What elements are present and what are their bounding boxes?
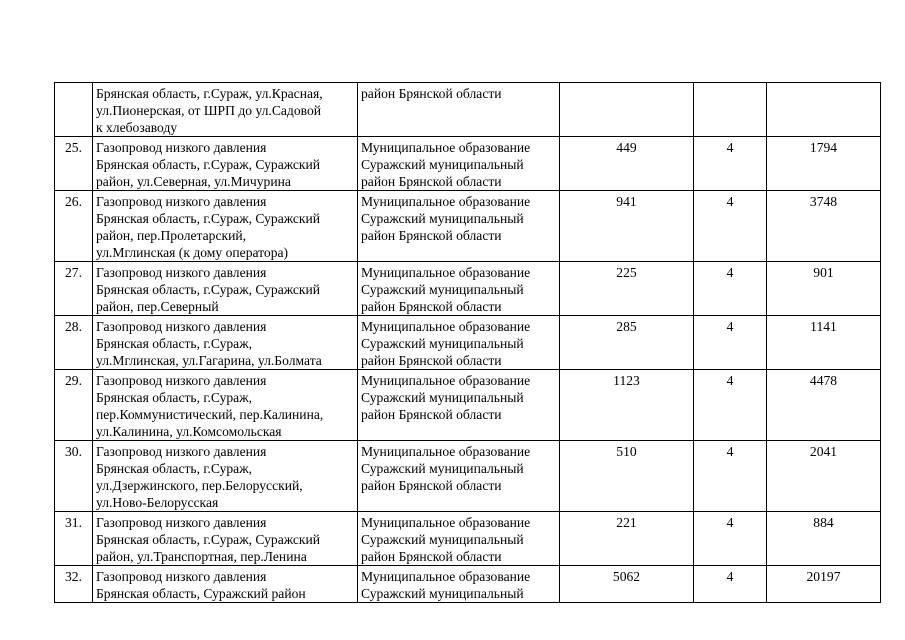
owner-line: Муниципальное образование <box>361 319 531 334</box>
length-cell: 1123 <box>560 370 694 441</box>
row-number-cell: 27. <box>55 262 93 316</box>
pipeline-description-cell <box>93 441 358 512</box>
description-line: к хлебозаводу <box>96 120 178 135</box>
period-cell: 4 <box>694 262 767 316</box>
description-line: ул.Дзержинского, пер.Белорусский, <box>96 478 303 493</box>
owner-line: Муниципальное образование <box>361 569 531 584</box>
owner-line: Суражский муниципальный <box>361 586 524 601</box>
row-number-cell: 30. <box>55 441 93 512</box>
owner-line: район Брянской области <box>361 174 502 189</box>
owner-line: район Брянской области <box>361 549 502 564</box>
owner-line: Муниципальное образование <box>361 194 531 209</box>
owner-line: Муниципальное образование <box>361 444 531 459</box>
owner-line: Суражский муниципальный <box>361 461 524 476</box>
table-row <box>55 262 881 316</box>
owner-line: Суражский муниципальный <box>361 282 524 297</box>
table-row <box>55 83 881 137</box>
row-number-cell: 29. <box>55 370 93 441</box>
pipeline-description-cell <box>93 137 358 191</box>
cost-cell: 901 <box>767 262 881 316</box>
table-row <box>55 566 881 603</box>
description-line: ул.Пионерская, от ШРП до ул.Садовой <box>96 103 322 118</box>
description-line: Брянская область, г.Сураж, Суражский <box>96 211 321 226</box>
owner-cell <box>358 566 560 603</box>
owner-line: район Брянской области <box>361 407 502 422</box>
owner-cell <box>358 191 560 262</box>
owner-line: район Брянской области <box>361 86 502 101</box>
row-number-cell: 28. <box>55 316 93 370</box>
table-row <box>55 512 881 566</box>
length-cell: 285 <box>560 316 694 370</box>
owner-line: район Брянской области <box>361 478 502 493</box>
length-cell: 225 <box>560 262 694 316</box>
period-cell: 4 <box>694 512 767 566</box>
owner-cell <box>358 370 560 441</box>
period-cell: 4 <box>694 370 767 441</box>
description-line: район, ул.Северная, ул.Мичурина <box>96 174 291 189</box>
pipeline-description-cell <box>93 370 358 441</box>
table-row <box>55 370 881 441</box>
description-line: Газопровод низкого давления <box>96 319 267 334</box>
pipeline-description-cell <box>93 316 358 370</box>
length-cell: 5062 <box>560 566 694 603</box>
period-cell: 4 <box>694 137 767 191</box>
description-line: Брянская область, г.Сураж, <box>96 461 252 476</box>
pipeline-description-cell <box>93 512 358 566</box>
table-row <box>55 316 881 370</box>
pipeline-description-cell <box>93 83 358 137</box>
owner-cell <box>358 83 560 137</box>
description-line: Брянская область, г.Сураж, Суражский <box>96 157 321 172</box>
table-body <box>55 83 881 603</box>
description-line: ул.Мглинская (к дому оператора) <box>96 245 289 260</box>
description-line: Брянская область, г.Сураж, <box>96 390 252 405</box>
description-line: Газопровод низкого давления <box>96 515 267 530</box>
cost-cell: 1141 <box>767 316 881 370</box>
owner-line: Муниципальное образование <box>361 140 531 155</box>
cost-cell: 3748 <box>767 191 881 262</box>
pipeline-description-cell <box>93 262 358 316</box>
cost-cell: 4478 <box>767 370 881 441</box>
description-line: Брянская область, г.Сураж, Суражский <box>96 282 321 297</box>
owner-line: район Брянской области <box>361 353 502 368</box>
description-line: Газопровод низкого давления <box>96 140 267 155</box>
cost-cell: 2041 <box>767 441 881 512</box>
owner-cell <box>358 262 560 316</box>
description-line: Газопровод низкого давления <box>96 265 267 280</box>
owner-line: Муниципальное образование <box>361 265 531 280</box>
owner-line: Суражский муниципальный <box>361 336 524 351</box>
cost-cell: 20197 <box>767 566 881 603</box>
cost-cell: 884 <box>767 512 881 566</box>
length-cell: 221 <box>560 512 694 566</box>
owner-line: район Брянской области <box>361 299 502 314</box>
owner-line: Муниципальное образование <box>361 515 531 530</box>
table-row <box>55 191 881 262</box>
owner-cell <box>358 441 560 512</box>
description-line: Газопровод низкого давления <box>96 444 267 459</box>
period-cell: 4 <box>694 441 767 512</box>
cost-cell <box>767 83 881 137</box>
description-line: Брянская область, г.Сураж, <box>96 336 252 351</box>
owner-line: Муниципальное образование <box>361 373 531 388</box>
row-number-cell: 26. <box>55 191 93 262</box>
row-number-cell: 31. <box>55 512 93 566</box>
owner-line: Суражский муниципальный <box>361 211 524 226</box>
owner-line: район Брянской области <box>361 228 502 243</box>
gas-pipeline-table <box>54 82 881 603</box>
pipeline-description-cell <box>93 191 358 262</box>
table-row <box>55 441 881 512</box>
length-cell: 941 <box>560 191 694 262</box>
description-line: Газопровод низкого давления <box>96 194 267 209</box>
row-number-cell <box>55 83 93 137</box>
table-row <box>55 137 881 191</box>
description-line: район, ул.Транспортная, пер.Ленина <box>96 549 307 564</box>
description-line: пер.Коммунистический, пер.Калинина, <box>96 407 324 422</box>
pipeline-description-cell <box>93 566 358 603</box>
cost-cell: 1794 <box>767 137 881 191</box>
description-line: Брянская область, г.Сураж, Суражский <box>96 532 321 547</box>
description-line: ул.Ново-Белорусская <box>96 495 219 510</box>
period-cell: 4 <box>694 191 767 262</box>
owner-line: Суражский муниципальный <box>361 532 524 547</box>
description-line: Газопровод низкого давления <box>96 373 267 388</box>
description-line: Брянская область, Суражский район <box>96 586 306 601</box>
description-line: район, пер.Пролетарский, <box>96 228 247 243</box>
row-number-cell: 32. <box>55 566 93 603</box>
owner-cell <box>358 512 560 566</box>
period-cell <box>694 83 767 137</box>
length-cell: 510 <box>560 441 694 512</box>
period-cell: 4 <box>694 316 767 370</box>
description-line: ул.Мглинская, ул.Гагарина, ул.Болмата <box>96 353 322 368</box>
description-line: ул.Калинина, ул.Комсомольская <box>96 424 282 439</box>
length-cell <box>560 83 694 137</box>
period-cell: 4 <box>694 566 767 603</box>
owner-cell <box>358 316 560 370</box>
owner-cell <box>358 137 560 191</box>
row-number-cell: 25. <box>55 137 93 191</box>
description-line: район, пер.Северный <box>96 299 219 314</box>
description-line: Газопровод низкого давления <box>96 569 267 584</box>
owner-line: Суражский муниципальный <box>361 157 524 172</box>
owner-line: Суражский муниципальный <box>361 390 524 405</box>
description-line: Брянская область, г.Сураж, ул.Красная, <box>96 86 323 101</box>
length-cell: 449 <box>560 137 694 191</box>
